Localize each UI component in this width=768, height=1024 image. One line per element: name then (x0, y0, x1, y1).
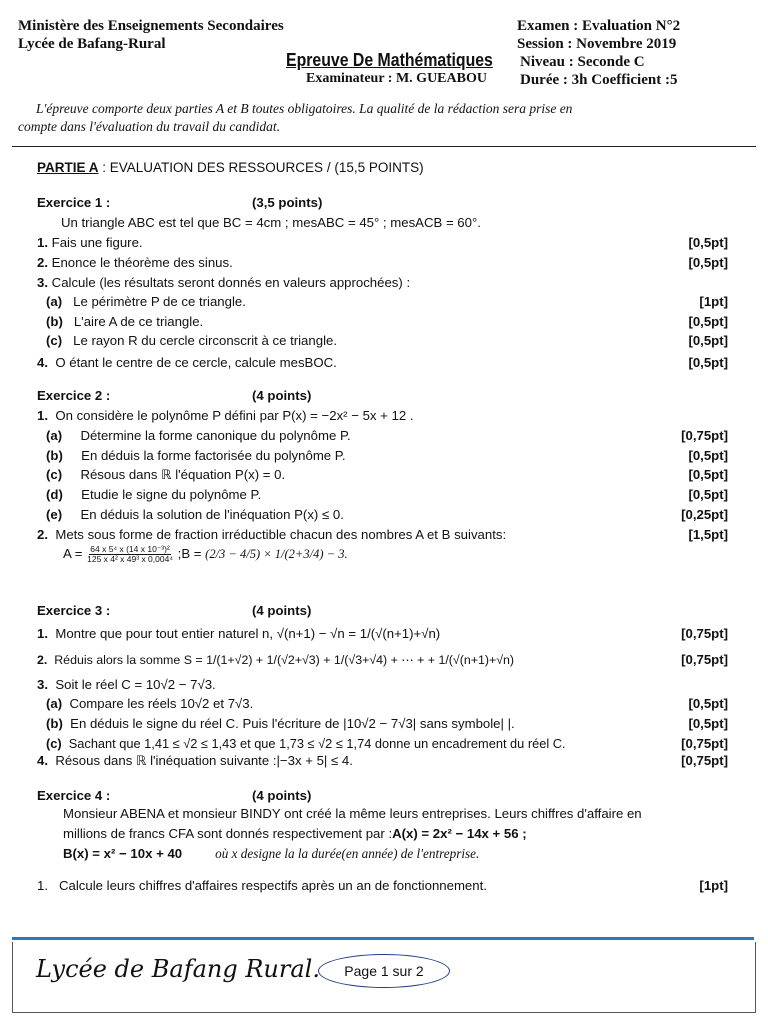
ex1-q1: 1. Fais une figure. (37, 235, 143, 250)
ex2-q1d: (d) Etudie le signe du polynôme P. (46, 487, 262, 502)
ex1-statement: Un triangle ABC est tel que BC = 4cm ; mesABC = 45° ; mesACB = 60°. (61, 215, 481, 230)
ex3-q2: 2. Réduis alors la somme S = 1/(1+√2) + 1/(√2+√3) + 1/(√3+√4) + ⋯ + + 1/(√(n+1)+√n) (37, 653, 515, 667)
ex3-q1: 1. Montre que pour tout entier naturel n, √(n+1) − √n = 1/(√(n+1)+√n) (37, 626, 441, 641)
ex3-q3a: (a) Compare les réels 10√2 et 7√3. (46, 696, 254, 711)
ex2-q1a: (a) Détermine la forme canonique du polynôme P. (46, 428, 351, 443)
ex2-fractions: A = $\frac{\text{64 x 5⁴ x (14 x 10⁻³)²}}{\text{125 x 4² x 49³ x 0,004⁴}}$ ;B = (2/3 − 4/5) × 1/(2+3/4) − 3. (63, 544, 348, 564)
exam-label: Examen : Evaluation N°2 (517, 18, 681, 34)
part-a-label: PARTIE A (37, 160, 99, 175)
ex3-q3c: (c) Sachant que 1,41 ≤ √2 ≤ 1,43 et que 1,73 ≤ √2 ≤ 1,74 donne un encadrement du réel C. (46, 736, 566, 751)
ex2-points: (4 points) (252, 388, 312, 403)
ex1-q4-points: [0,5pt] (688, 355, 728, 370)
part-a-title: : EVALUATION DES RESSOURCES / (15,5 POINTS) (98, 160, 424, 175)
footer-school: Lycée de Bafang Rural. (36, 955, 320, 983)
ex4-title: Exercice 4 : (37, 788, 111, 803)
ex3-title: Exercice 3 : (37, 603, 111, 618)
ex2-q1c-points: [0,5pt] (688, 467, 728, 482)
ex3-q3b-points: [0,5pt] (688, 716, 728, 731)
part-a-heading (37, 160, 424, 175)
examiner: Examinateur : M. GUEABOU (306, 71, 487, 86)
footer-rule (12, 937, 754, 940)
ex3-q4-points: [0,75pt] (681, 753, 728, 768)
session-label: Session : Novembre 2019 (517, 36, 677, 52)
ex2-q1: 1. On considère le polynôme P défini par P(x) = −2x² − 5x + 12 . (37, 408, 414, 423)
intro-line-1: L'épreuve comporte deux parties A et B toutes obligatoires. La qualité de la rédaction sera prise en (36, 101, 573, 116)
ex2-q2: 2. Mets sous forme de fraction irréductible chacun des nombres A et B suivants: (37, 527, 507, 542)
ex1-q3a: (a) Le périmètre P de ce triangle. (46, 294, 246, 309)
ex3-points: (4 points) (252, 603, 312, 618)
ex2-q1e: (e) En déduis la solution de l'inéquation P(x) ≤ 0. (46, 507, 344, 522)
duration-label: Durée : 3h Coefficient :5 (520, 72, 678, 88)
ex3-q3b: (b) En déduis le signe du réel C. Puis l'écriture de |10√2 − 7√3| sans symbole| |. (46, 716, 515, 731)
ex2-q1d-points: [0,5pt] (688, 487, 728, 502)
ex1-q2: 2. Enonce le théorème des sinus. (37, 255, 233, 270)
ex4-line-3: B(x) = x² − 10x + 40 où x designe la la durée(en année) de l'entreprise. (63, 846, 480, 861)
ex1-title: Exercice 1 : (37, 195, 111, 210)
header-divider (12, 146, 756, 147)
ex2-q1b-points: [0,5pt] (688, 448, 728, 463)
expression-b: (2/3 − 4/5) × 1/(2+3/4) − 3. (205, 546, 348, 561)
ex1-q3c-points: [0,5pt] (688, 333, 728, 348)
ex1-q2-points: [0,5pt] (688, 255, 728, 270)
ex1-q3b-points: [0,5pt] (688, 314, 728, 329)
ministry: Ministère des Enseignements Secondaires (18, 18, 284, 34)
ex2-q1e-points: [0,25pt] (681, 507, 728, 522)
ex2-title: Exercice 2 : (37, 388, 111, 403)
ex1-q3c: (c) Le rayon R du cercle circonscrit à ce triangle. (46, 333, 337, 348)
ex1-points: (3,5 points) (252, 195, 323, 210)
ex1-q3: 3. Calcule (les résultats seront donnés en valeurs approchées) : (37, 275, 411, 290)
ex1-q4: 4. O étant le centre de ce cercle, calcule mesBOC. (37, 355, 337, 370)
ex2-q1a-points: [0,75pt] (681, 428, 728, 443)
ex3-q3: 3. Soit le réel C = 10√2 − 7√3. (37, 677, 216, 692)
ex4-q1-points: [1pt] (699, 878, 728, 893)
ex3-q1-points: [0,75pt] (681, 626, 728, 641)
ex4-points: (4 points) (252, 788, 312, 803)
ex4-line-1: Monsieur ABENA et monsieur BINDY ont créé la même leurs entreprises. Leurs chiffres d'affaire en (63, 806, 642, 821)
ex4-q1: 1. Calcule leurs chiffres d'affaires respectifs après un an de fonctionnement. (37, 878, 487, 893)
page-title: Epreuve De Mathématiques (286, 50, 493, 70)
school-name: Lycée de Bafang-Rural (18, 36, 166, 52)
intro-line-2: compte dans l'évaluation du travail du candidat. (18, 119, 280, 134)
level-label: Niveau : Seconde C (520, 54, 645, 70)
ex2-q1b: (b) En déduis la forme factorisée du polynôme P. (46, 448, 346, 463)
ex3-q3a-points: [0,5pt] (688, 696, 728, 711)
ex1-q1-points: [0,5pt] (688, 235, 728, 250)
page-indicator: Page 1 sur 2 (318, 954, 450, 988)
ex1-q3a-points: [1pt] (699, 294, 728, 309)
ex3-q3c-points: [0,75pt] (681, 736, 728, 751)
ex3-q4: 4. Résous dans ℝ l'inéquation suivante :|−3x + 5| ≤ 4. (37, 753, 353, 768)
ex4-line-2: millions de francs CFA sont donnés respectivement par :A(x) = 2x² − 14x + 56 ; (63, 826, 527, 841)
ex1-q3b: (b) L'aire A de ce triangle. (46, 314, 204, 329)
ex2-q1c: (c) Résous dans ℝ l'équation P(x) = 0. (46, 467, 286, 482)
fraction-a: $\frac{\text{64 x 5⁴ x (14 x 10⁻³)²}}{\text{125 x 4² x 49³ x 0,004⁴}}$ (87, 544, 173, 564)
ex2-q2-points: [1,5pt] (688, 527, 728, 542)
ex3-q2-points: [0,75pt] (681, 652, 728, 667)
